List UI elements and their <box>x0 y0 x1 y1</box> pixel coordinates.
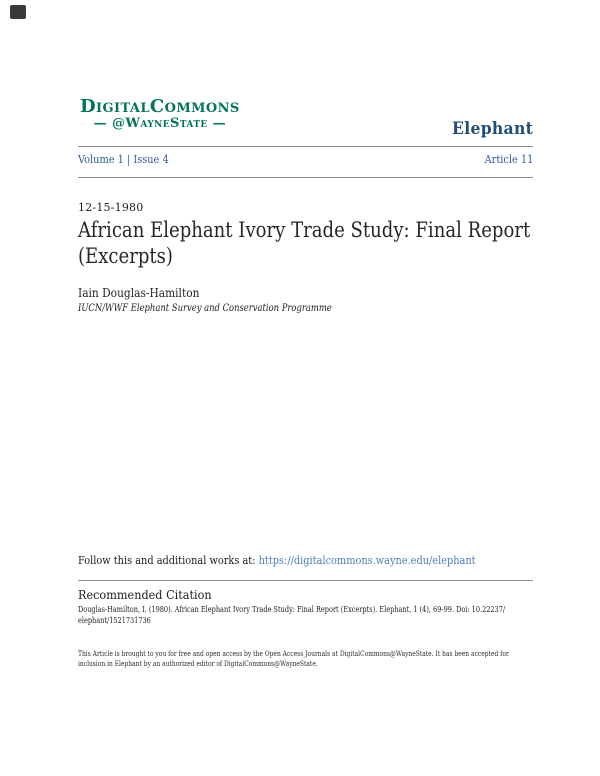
digitalcommons-logo <box>80 97 240 131</box>
citation-line: elephant/1521731736 <box>78 615 151 626</box>
access-statement <box>78 650 585 669</box>
citation-text <box>78 605 600 626</box>
follow-works-label: Follow this and additional works at: <box>78 553 259 567</box>
volume-issue-link[interactable]: Volume 1 | Issue 4 <box>78 152 169 166</box>
author-affiliation: IUCN/WWF Elephant Survey and Conservation Programme <box>78 302 332 314</box>
author-name: Iain Douglas-Hamilton <box>78 285 200 300</box>
repository-url-link[interactable]: https://digitalcommons.wayne.edu/elephant <box>258 553 476 567</box>
article-title-line: African Elephant Ivory Trade Study: Final Report <box>78 218 531 243</box>
header-divider-bottom <box>78 177 533 178</box>
header-divider-top <box>78 146 533 147</box>
access-statement-line: This Article is brought to you for free and open access by the Open Access Journals at DigitalCommons@WayneState. It has been accepted for <box>78 650 509 658</box>
publication-date: 12-15-1980 <box>78 201 144 214</box>
article-number-link[interactable]: Article 11 <box>484 152 533 166</box>
scan-artifact-mark <box>10 5 26 19</box>
follow-works-line <box>78 553 476 567</box>
citation-line: Douglas-Hamilton, I. (1980). African Elephant Ivory Trade Study: Final Report (Excerpts). Elephant, 1 (4), 69-99. Doi: 10.22237/ <box>78 605 506 615</box>
article-title <box>78 218 600 270</box>
volume-article-row <box>78 152 533 166</box>
logo-line-waynestate: — @WayneState — <box>93 116 227 131</box>
recommended-citation-heading: Recommended Citation <box>78 587 212 602</box>
access-statement-line: inclusion in Elephant by an authorized editor of DigitalCommons@WayneState. <box>78 659 318 668</box>
logo-line-digitalcommons: DigitalCommons <box>80 96 240 117</box>
article-title-line: (Excerpts) <box>78 244 173 269</box>
citation-divider <box>78 580 533 581</box>
journal-title-link[interactable]: Elephant <box>451 119 533 139</box>
